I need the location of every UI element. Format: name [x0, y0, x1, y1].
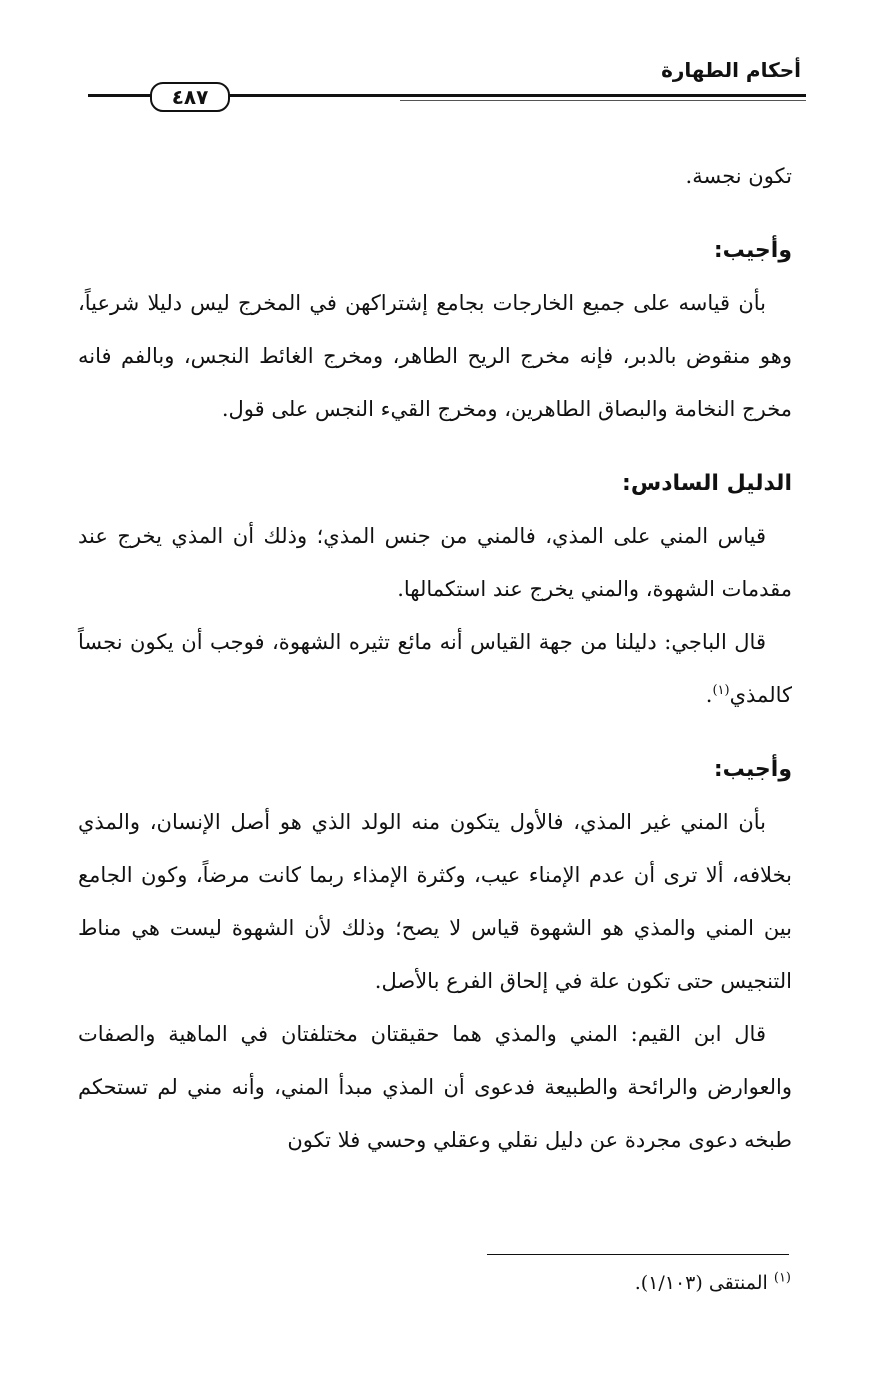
paragraph-analogy: قياس المني على المذي، فالمني من جنس المذي؛ وذلك أن المذي يخرج عند مقدمات الشهوة، والمني يخرج عند استكمالها. — [78, 524, 792, 601]
paragraph-answer-1: بأن قياسه على جميع الخارجات بجامع إشتراكهن في المخرج ليس دليلا شرعياً، وهو منقوض بالدبر، فإنه مخرج الريح الطاهر، ومخرج الغائط النجس، وبالفم فانه مخرج النخامة والبصاق الطاهرين، ومخرج القيء النجس على قول. — [78, 291, 792, 421]
paragraph-continuation: تكون نجسة. — [685, 164, 792, 188]
footnote-reference: (١) — [712, 683, 730, 698]
footnote — [635, 1272, 791, 1294]
header-rule-left — [88, 94, 158, 97]
header-rule-thin — [400, 100, 806, 101]
running-header-title: أحكام الطهارة — [661, 58, 801, 82]
footnote-separator — [487, 1254, 789, 1255]
page-number: ٤٨٧ — [150, 82, 230, 112]
paragraph-baji-quote — [78, 616, 792, 722]
header-rule-right — [222, 94, 806, 97]
heading-answer-1: وأجيب: — [713, 238, 792, 263]
page-body — [78, 150, 792, 1167]
footnote-text: المنتقى (١/١٠٣). — [634, 1272, 768, 1294]
heading-sixth-evidence: الدليل السادس: — [622, 471, 792, 496]
paragraph-ibn-qayyim: قال ابن القيم: المني والمذي هما حقيقتان مختلفتان في الماهية والصفات والعوارض والرائحة والطبيعة فدعوى أن المذي مبدأ المني، وأنه مني لم تستحكم طبخه دعوى مجردة عن دليل نقلي وعقلي وحسي فلا تكون — [78, 1022, 792, 1152]
baji-quote-text: قال الباجي: دليلنا من جهة القياس أنه مائع تثيره الشهوة، فوجب أن يكون نجساً كالمذي — [78, 630, 792, 707]
footnote-marker: (١) — [773, 1270, 791, 1286]
heading-answer-2: وأجيب: — [713, 757, 792, 782]
paragraph-answer-2: بأن المني غير المذي، فالأول يتكون منه الولد الذي هو أصل الإنسان، والمذي بخلافه، ألا ترى أن عدم الإمناء عيب، وكثرة الإمذاء ربما كانت مرضاً، وكون الجامع بين المني والمذي هو الشهوة قياس لا يصح؛ وذلك لأن الشهوة ليست هي مناط التنجيس حتى تكون علة في إلحاق الفرع بالأصل. — [78, 810, 792, 993]
baji-quote-end: . — [705, 683, 713, 707]
